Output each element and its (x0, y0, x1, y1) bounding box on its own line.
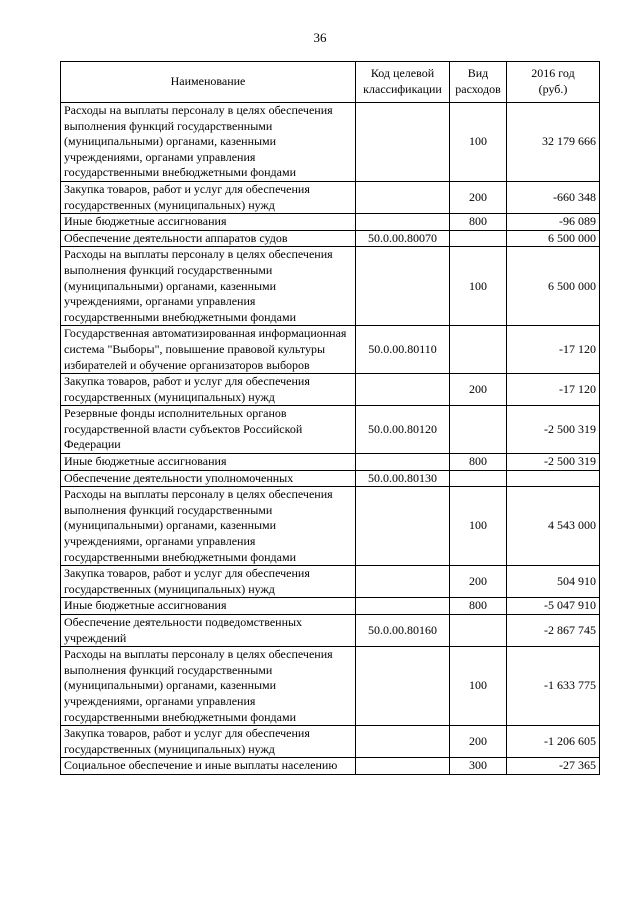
table-row (61, 726, 600, 758)
cell-name: Социальное обеспечение и иные выплаты населению (61, 758, 356, 775)
cell-amount: -660 348 (507, 181, 600, 213)
cell-type: 800 (450, 214, 507, 231)
header-name (61, 62, 356, 103)
cell-amount: -1 206 605 (507, 726, 600, 758)
table-row (61, 247, 600, 326)
table-row (61, 326, 600, 374)
cell-name: Иные бюджетные ассигнования (61, 214, 356, 231)
table-row (61, 374, 600, 406)
cell-name: Резервные фонды исполнительных органов государственной власти субъектов Российской Федерации (61, 406, 356, 454)
cell-code: 50.0.00.80130 (356, 470, 450, 487)
cell-code: 50.0.00.80070 (356, 230, 450, 247)
cell-code (356, 214, 450, 231)
header-type-line2: расходов (455, 82, 501, 96)
cell-code (356, 758, 450, 775)
cell-type: 200 (450, 566, 507, 598)
table-row (61, 103, 600, 182)
cell-amount: -1 633 775 (507, 647, 600, 726)
cell-type: 300 (450, 758, 507, 775)
table-row (61, 758, 600, 775)
page-number: 36 (313, 30, 327, 45)
cell-name: Обеспечение деятельности аппаратов судов (61, 230, 356, 247)
cell-name: Закупка товаров, работ и услуг для обеспечения государственных (муниципальных) нужд (61, 181, 356, 213)
cell-amount: -2 500 319 (507, 406, 600, 454)
header-code (356, 62, 450, 103)
cell-amount: -27 365 (507, 758, 600, 775)
header-code-line1: Код целевой (370, 66, 435, 81)
header-row (61, 62, 600, 103)
cell-code (356, 103, 450, 182)
header-type (450, 62, 507, 103)
cell-type: 800 (450, 454, 507, 471)
header-type-line1: Вид (467, 66, 489, 81)
cell-amount: -2 500 319 (507, 454, 600, 471)
cell-type (450, 406, 507, 454)
cell-type: 100 (450, 487, 507, 566)
cell-amount: 32 179 666 (507, 103, 600, 182)
cell-amount: 6 500 000 (507, 247, 600, 326)
cell-type (450, 615, 507, 647)
cell-amount: -96 089 (507, 214, 600, 231)
cell-code: 50.0.00.80160 (356, 615, 450, 647)
cell-code (356, 454, 450, 471)
table-row (61, 214, 600, 231)
cell-code: 50.0.00.80110 (356, 326, 450, 374)
cell-type (450, 326, 507, 374)
cell-amount: -17 120 (507, 374, 600, 406)
cell-code: 50.0.00.80120 (356, 406, 450, 454)
table-row (61, 615, 600, 647)
table-body (61, 103, 600, 775)
table-header (61, 62, 600, 103)
table-row (61, 647, 600, 726)
cell-name: Обеспечение деятельности подведомственных учреждений (61, 615, 356, 647)
cell-code (356, 247, 450, 326)
cell-name: Расходы на выплаты персоналу в целях обеспечения выполнения функций государственными (муниципальными) органами, казенными учреждениями, органами управления государственными внебюджетными фондами (61, 247, 356, 326)
cell-code (356, 374, 450, 406)
cell-type (450, 230, 507, 247)
table-row (61, 487, 600, 566)
header-code-line2: классификации (363, 82, 442, 96)
table-row (61, 598, 600, 615)
cell-type: 200 (450, 181, 507, 213)
cell-amount: 504 910 (507, 566, 600, 598)
cell-name: Закупка товаров, работ и услуг для обеспечения государственных (муниципальных) нужд (61, 374, 356, 406)
cell-name: Расходы на выплаты персоналу в целях обеспечения выполнения функций государственными (муниципальными) органами, казенными учреждениями, органами управления государственными внебюджетными фондами (61, 487, 356, 566)
cell-amount: -5 047 910 (507, 598, 600, 615)
cell-code (356, 647, 450, 726)
cell-type: 100 (450, 647, 507, 726)
cell-amount (507, 470, 600, 487)
cell-type (450, 470, 507, 487)
table-row (61, 454, 600, 471)
cell-type: 800 (450, 598, 507, 615)
cell-type: 100 (450, 247, 507, 326)
table-row (61, 230, 600, 247)
cell-code (356, 726, 450, 758)
table-row (61, 566, 600, 598)
cell-code (356, 181, 450, 213)
budget-table (60, 61, 600, 775)
cell-name: Расходы на выплаты персоналу в целях обеспечения выполнения функций государственными (муниципальными) органами, казенными учреждениями, органами управления государственными внебюджетными фондами (61, 647, 356, 726)
header-name-label: Наименование (170, 74, 246, 89)
header-year (507, 62, 600, 103)
cell-name: Иные бюджетные ассигнования (61, 598, 356, 615)
cell-type: 100 (450, 103, 507, 182)
cell-code (356, 598, 450, 615)
table-row (61, 181, 600, 213)
cell-name: Иные бюджетные ассигнования (61, 454, 356, 471)
cell-name: Закупка товаров, работ и услуг для обеспечения государственных (муниципальных) нужд (61, 566, 356, 598)
cell-amount: 4 543 000 (507, 487, 600, 566)
cell-amount: -17 120 (507, 326, 600, 374)
cell-type: 200 (450, 726, 507, 758)
cell-type: 200 (450, 374, 507, 406)
header-year-line2: (руб.) (538, 82, 568, 96)
cell-name: Расходы на выплаты персоналу в целях обеспечения выполнения функций государственными (муниципальными) органами, казенными учреждениями, органами управления государственными внебюджетными фондами (61, 103, 356, 182)
table-row (61, 406, 600, 454)
table-row (61, 470, 600, 487)
cell-code (356, 566, 450, 598)
cell-amount: -2 867 745 (507, 615, 600, 647)
cell-name: Государственная автоматизированная информационная система "Выборы", повышение правовой культуры избирателей и обучение организаторов выборов (61, 326, 356, 374)
header-year-line1: 2016 год (531, 66, 575, 81)
cell-name: Обеспечение деятельности уполномоченных (61, 470, 356, 487)
cell-code (356, 487, 450, 566)
cell-name: Закупка товаров, работ и услуг для обеспечения государственных (муниципальных) нужд (61, 726, 356, 758)
cell-amount: 6 500 000 (507, 230, 600, 247)
